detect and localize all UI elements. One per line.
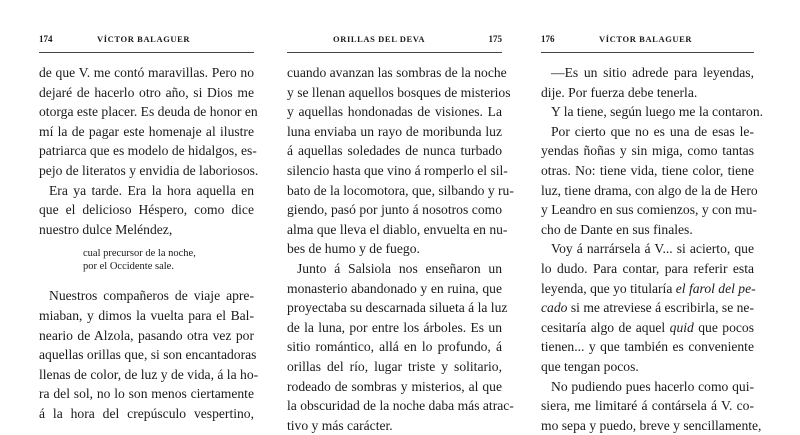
text-line: la obscuridad de la noche daba más atrac- <box>287 398 514 414</box>
text-line: Por cierto que no es una de esas le- <box>551 123 754 139</box>
page-header <box>287 34 502 48</box>
text-line: pejo de literatos y envidia de laboriosos. <box>39 162 259 178</box>
page-number: 175 <box>488 34 502 44</box>
text-line: á la hora del crepúsculo vespertino, <box>39 405 254 421</box>
text-line: de que V. me contó maravillas. Pero no <box>39 65 254 80</box>
text-line: Voy á narrársela á V... si acierto, que <box>551 241 754 257</box>
text-line: —Es un sitio adrede para leyendas, <box>551 65 754 80</box>
text-line: bato de la locomotora, que, silbando y ru- <box>287 182 514 198</box>
text-line: cuando avanzan las sombras de la noche <box>287 65 507 80</box>
page-175 <box>287 0 514 433</box>
running-head: ORILLAS DEL DEVA <box>333 34 426 44</box>
header-rule <box>287 52 502 53</box>
page-number: 174 <box>39 34 53 44</box>
text-run: leyenda, que yo titularía <box>541 280 673 296</box>
text-line: siera, me limitaré á contársela á V. co- <box>541 398 754 414</box>
text-line: aquellas orillas que, si son encantadoras <box>39 347 257 363</box>
running-head: VÍCTOR BALAGUER <box>97 34 191 44</box>
text-line: giendo, pasó por junto á nosotros como <box>287 202 502 218</box>
text-line: Nuestros compañeros de viaje apre- <box>49 288 254 304</box>
text-line <box>541 298 754 318</box>
text-line: No pudiendo pues hacerlo como qui- <box>551 378 754 394</box>
text-line: neario de Alzola, pasando otra vez por <box>39 327 254 343</box>
text-line: tivo y más carácter. <box>287 417 393 433</box>
page-header <box>39 34 254 48</box>
text-line: alma que lleva el diablo, envuelta en nu- <box>287 221 508 237</box>
text-line: que tengan pocos. <box>541 358 639 374</box>
text-line: miaban, y dimos la vuelta para el Bal- <box>39 307 254 323</box>
text-line: bes de humo y de fuego. <box>287 241 420 257</box>
text-line: sitio romántico, allá en lo profundo, á <box>287 339 502 355</box>
text-line: luna enviaba un rayo de moribunda luz <box>287 123 502 139</box>
text-line: llenas de color, de luz y de vida, á la ho- <box>39 366 259 382</box>
page-body <box>39 63 259 424</box>
italic-word: quid <box>669 319 694 335</box>
text-line: ra del sol, no lo son menos ciertamente <box>39 386 254 402</box>
text-line: monasterio abandonado y en ruina, que <box>287 280 502 296</box>
verse-line: por el Occidente sale. <box>83 261 174 273</box>
text-line: de la luna, por entre los árboles. Es un <box>287 319 502 335</box>
text-line: proyectaba su descarnada silueta á la luz <box>287 300 508 316</box>
italic-title: cado <box>541 300 568 316</box>
text-line: orillas del río, lugar triste y solitario, <box>287 358 502 374</box>
text-run: si me atreviese á escribirla, se ne- <box>570 300 754 316</box>
page-number: 176 <box>541 34 555 44</box>
text-line: mí la de pagar este homenaje al ilustre <box>39 123 254 139</box>
text-line: dije. Por fuerza debe tenerla. <box>541 84 698 100</box>
text-line: tienen... y que también es conveniente <box>541 339 754 355</box>
running-head: VÍCTOR BALAGUER <box>599 34 693 44</box>
page-174 <box>39 0 259 421</box>
text-line: cho de Dante en sus finales. <box>541 221 693 237</box>
header-rule <box>541 52 754 53</box>
text-line: y Leandro en sus comienzos, y con mu- <box>541 202 757 218</box>
italic-title: el farol del pe- <box>675 280 756 296</box>
text-line: rodeado de sombras y misterios, al que <box>287 378 502 394</box>
verse-line: cual precursor de la noche, <box>83 248 196 260</box>
text-run: cesitaría algo de aquel <box>541 319 666 335</box>
text-run: que pocos <box>698 319 754 335</box>
text-line: que el delicioso Héspero, como dice <box>39 202 254 218</box>
text-line: y aquellas hondonadas de visiones. La <box>287 104 502 120</box>
text-line: yendas ñoñas y sin miga, como tantas <box>541 143 754 159</box>
text-line: otorga este placer. Es deuda de honor en <box>39 104 258 120</box>
text-line: Y la tiene, según luego me la contaron. <box>551 104 764 120</box>
text-line: y se llenan aquellos bosques de misterios <box>287 84 511 100</box>
text-line: Junto á Salsiola nos enseñaron un <box>297 260 502 276</box>
text-line: Era ya tarde. Era la hora aquella en <box>49 182 254 198</box>
page-body <box>541 63 764 435</box>
page-176 <box>541 0 764 433</box>
verse-quote <box>39 247 254 273</box>
text-line: silencio hasta que vino á romperlo el sil- <box>287 162 508 178</box>
page-header <box>541 34 754 48</box>
text-line: patriarca que es modelo de hidalgos, es- <box>39 143 257 159</box>
text-line: lo dudo. Para contar, para referir esta <box>541 260 754 276</box>
text-line <box>541 318 754 338</box>
text-line: mo sepa y puedo, breve y sencillamente, <box>541 417 762 433</box>
text-line: luz, tiene drama, con algo de la de Hero <box>541 182 758 198</box>
text-line: otras. No: tiene vida, tiene color, tiene <box>541 162 754 178</box>
text-line <box>541 279 754 299</box>
text-line: nuestro dulce Meléndez, <box>39 221 173 237</box>
text-line: á aquellas soledades de nunca turbado <box>287 143 502 159</box>
text-line: dejaré de hacerlo otro año, si Dios me <box>39 84 254 100</box>
page-body <box>287 63 514 435</box>
header-rule <box>39 52 254 53</box>
